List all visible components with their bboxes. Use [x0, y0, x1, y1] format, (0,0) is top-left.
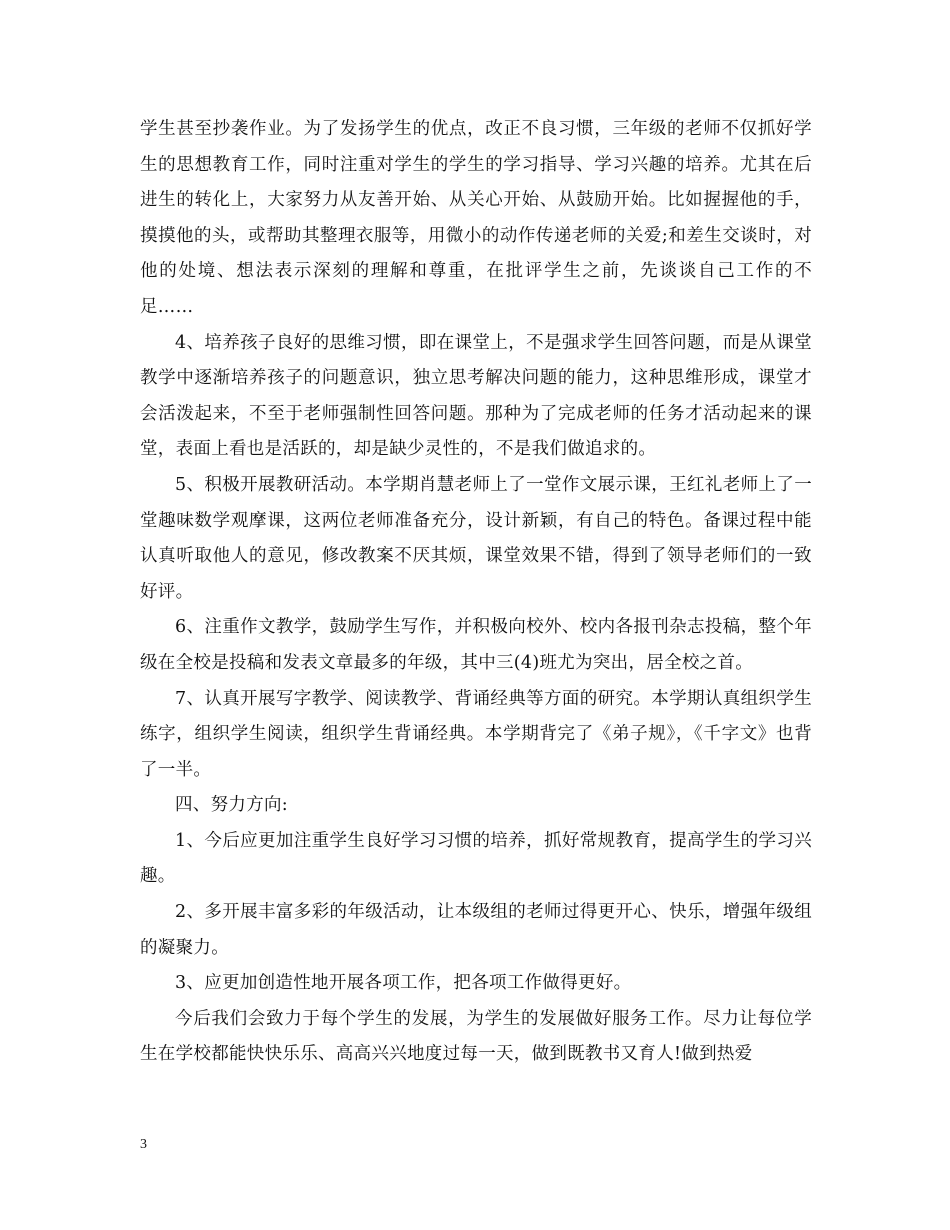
paragraph-item-4: 4、培养孩子良好的思维习惯，即在课堂上，不是强求学生回答问题，而是从课堂教学中逐渐培养孩子的问题意识，独立思考解决问题的能力，这种思维形成，课堂才会活泼起来，不至于老师强制性回答问题。那种为了完成老师的任务才活动起来的课堂，表面上看也是活跃的，却是缺少灵性的，不是我们做追求的。 — [140, 332, 812, 460]
paragraph-item-6: 6、注重作文教学，鼓励学生写作，并积极向校外、校内各报刊杂志投稿，整个年级在全校是投稿和发表文章最多的年级，其中三(4)班尤为突出，居全校之首。 — [140, 617, 812, 673]
document-body — [140, 112, 812, 1073]
paragraph-item-5: 5、积极开展教研活动。本学期肖慧老师上了一堂作文展示课，王红礼老师上了一堂趣味数学观摩课，这两位老师准备充分，设计新颖，有自己的特色。备课过程中能认真听取他人的意见，修改教案不厌其烦，课堂效果不错，得到了领导老师们的一致好评。 — [140, 474, 812, 602]
paragraph-direction-1: 1、今后应更加注重学生良好学习习惯的培养，抓好常规教育，提高学生的学习兴趣。 — [140, 830, 812, 887]
paragraph-continued: 学生甚至抄袭作业。为了发扬学生的优点，改正不良习惯，三年级的老师不仅抓好学生的思想教育工作，同时注重对学生的学生的学习指导、学习兴趣的培养。尤其在后进生的转化上，大家努力从友善开始、从关心开始、从鼓励开始。比如握握他的手，摸摸他的头，或帮助其整理衣服等，用微小的动作传递老师的关爱;和差生交谈时，对他的处境、想法表示深刻的理解和尊重，在批评学生之前，先谈谈自己工作的不足…… — [140, 119, 812, 317]
page-number: 3 — [140, 1137, 147, 1152]
paragraph-conclusion: 今后我们会致力于每个学生的发展，为学生的发展做好服务工作。尽力让每位学生在学校都能快快乐乐、高高兴兴地度过每一天，做到既教书又育人!做到热爱 — [140, 1008, 812, 1065]
paragraph-item-7: 7、认真开展写字教学、阅读教学、背诵经典等方面的研究。本学期认真组织学生练字，组织学生阅读，组织学生背诵经典。本学期背完了《弟子规》，《千字文》也背了一半。 — [140, 688, 812, 780]
section-heading-directions: 四、努力方向: — [175, 795, 288, 816]
paragraph-direction-2: 2、多开展丰富多彩的年级活动，让本级组的老师过得更开心、快乐，增强年级组的凝聚力。 — [140, 902, 812, 958]
paragraph-direction-3: 3、应更加创造性地开展各项工作，把各项工作做得更好。 — [175, 973, 632, 994]
